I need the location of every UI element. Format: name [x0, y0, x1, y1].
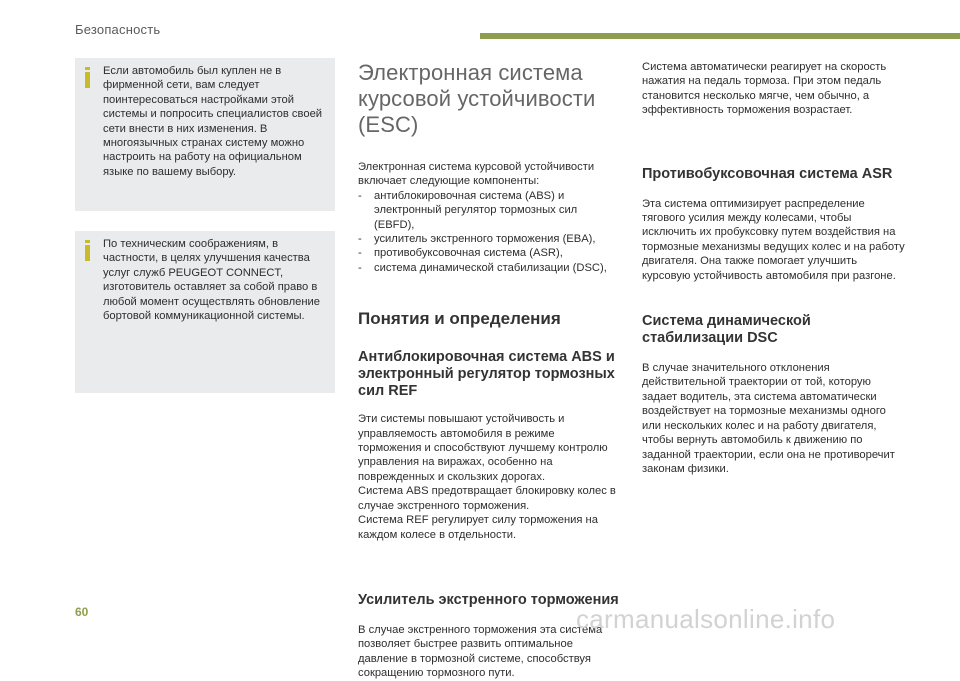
list-item: - антиблокировочная система (ABS) и электронный регулятор тормозных сил (EBFD),	[358, 189, 620, 232]
watermark: carmanualsonline.info	[576, 604, 836, 634]
eba-continued-paragraph: Система автоматически реагирует на скорость нажатия на педаль тормоза. При этом педаль становится несколько мягче, чем обычно, а эффективность торможения возрастает.	[642, 61, 887, 117]
list-item: - противобуксовочная система (ASR),	[358, 246, 620, 260]
info-note-text: Если автомобиль был куплен не в фирменной сети, вам следует поинтересоваться настройками этой системы и попросить специалистов своей сети внести в них изменения. В многоязычных странах систему можно настроить на работу на официальном языке по вашему выбору.	[103, 65, 323, 178]
asr-paragraph: Эта система оптимизирует распределение тягового усилия между колесами, чтобы исключить их пробуксовку путем воздействия на тормозные механизмы ведущих колес и на работу двигателя. Она также помогает улучшить курсовую устойчивость автомобиля при разгоне.	[642, 197, 905, 282]
ref-paragraph: Система REF регулирует силу торможения на каждом колесе в отдельности.	[358, 514, 598, 541]
list-item: - система динамической стабилизации (DSC),	[358, 261, 620, 275]
abs-heading: Антиблокировочная система ABS и электронный регулятор тормозных сил REF	[358, 349, 615, 400]
info-note-1	[75, 58, 335, 211]
info-note-2	[75, 231, 335, 393]
info-icon	[85, 67, 91, 87]
list-item: - усилитель экстренного торможения (EBA),	[358, 232, 620, 246]
asr-heading: Противобуксовочная система ASR	[642, 165, 893, 182]
middle-column	[358, 60, 620, 681]
section-title: Безопасность	[75, 22, 161, 37]
definitions-heading: Понятия и определения	[358, 309, 561, 329]
info-icon	[85, 240, 91, 260]
abs-paragraph: Эти системы повышают устойчивость и управляемость автомобиля в режиме торможения и способствуют лучшему контролю управления на виражах, особенно на поврежденных и скользких дорогах.	[358, 413, 608, 483]
eba-heading: Усилитель экстренного торможения	[358, 591, 619, 608]
info-note-text: По техническим соображениям, в частности, в целях улучшения качества услуг служб PEUGEOT CONNECT, изготовитель оставляет за собой право в любой момент осуществлять обновление бортовой коммуникационной системы.	[103, 238, 321, 323]
page-number: 60	[75, 605, 89, 619]
header-rule	[480, 33, 960, 39]
abs-paragraph: Система ABS предотвращает блокировку колес в случае экстренного торможения.	[358, 485, 616, 512]
esc-components-list	[358, 189, 620, 275]
esc-title: Электронная система курсовой устойчивости (ESC)	[358, 60, 596, 137]
right-column	[642, 60, 908, 476]
dsc-paragraph: В случае значительного отклонения действительной траектории от той, которую задает водитель, эта система автоматически воздействует на тормозные механизмы одного или нескольких колес и на работу двигателя, чтобы вернуть автомобиль к движению по заданной траектории, если она не противоречит законам физики.	[642, 362, 895, 475]
dsc-heading: Система динамической стабилизации DSC	[642, 313, 811, 347]
esc-intro: Электронная система курсовой устойчивости включает следующие компоненты:	[358, 161, 595, 188]
eba-paragraph: В случае экстренного торможения эта система позволяет быстрее развить оптимальное давление в тормозной системе, способствуя сокращению тормозного пути.	[358, 623, 603, 680]
